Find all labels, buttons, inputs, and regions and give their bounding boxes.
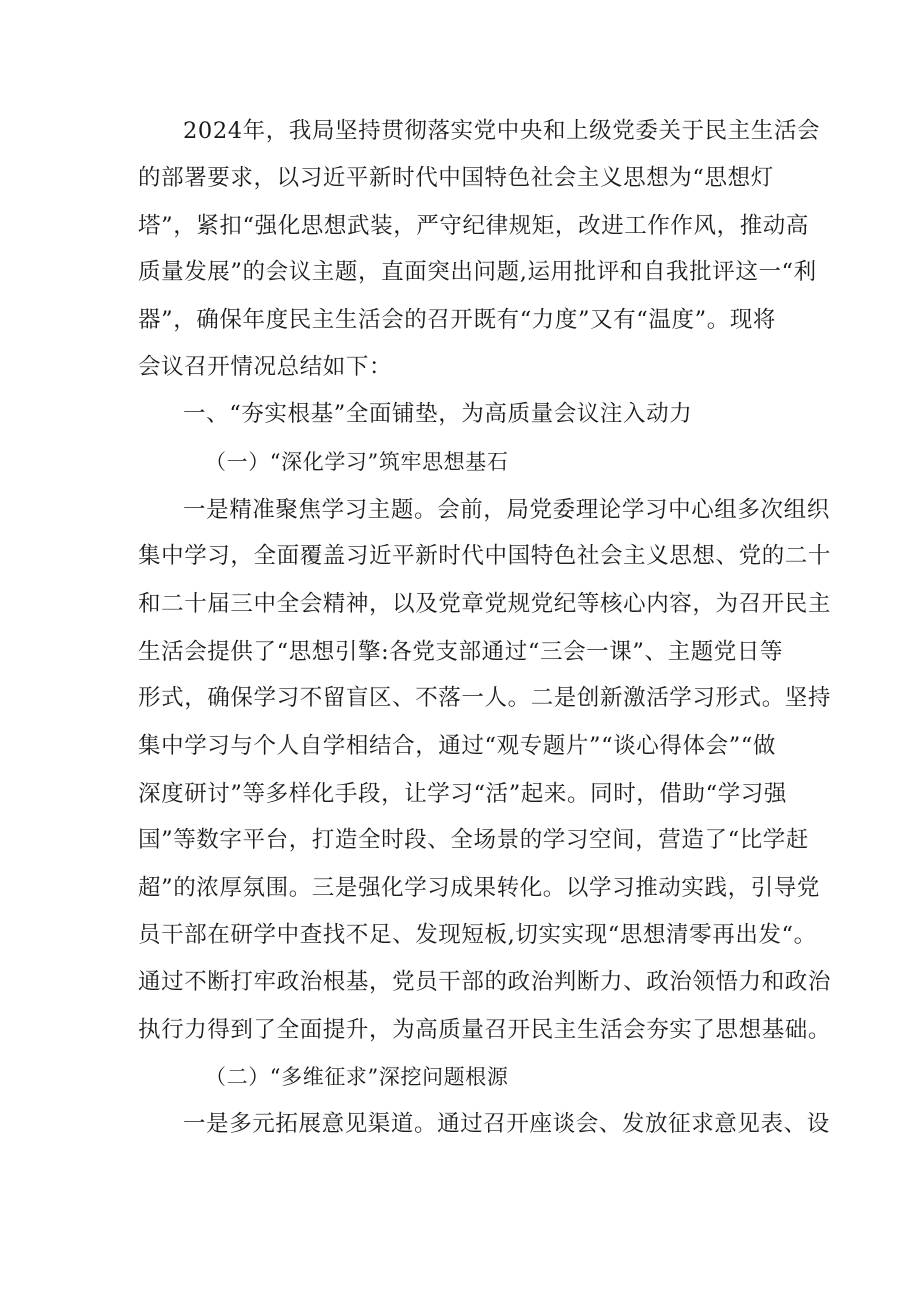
subsection-heading-2: （二）“多维征求”深挖问题根源 [205, 1065, 509, 1089]
paragraph-2-line: 生活会提供了“思想引擎:各党支部通过“三会一课”、主题党日等 [138, 639, 784, 665]
paragraph-2-line: 集中学习，全面覆盖习近平新时代中国特色社会主义思想、党的二十 [138, 543, 832, 569]
paragraph-3-line: 一是多元拓展意见渠道。通过召开座谈会、发放征求意见表、设 [183, 1111, 830, 1137]
paragraph-2-line: 通过不断打牢政治根基，党员干部的政治判断力、政治领悟力和政治 [138, 969, 832, 995]
paragraph-2-line: 一是精准聚焦学习主题。会前，局党委理论学习中心组多次组织 [183, 497, 830, 523]
paragraph-1-line: 的部署要求，以习近平新时代中国特色社会主义思想为“思想灯 [138, 165, 774, 191]
paragraph-2-line: 国”等数字平台，打造全时段、全场景的学习空间，营造了“比学赶 [138, 827, 810, 853]
paragraph-1-line: 器”，确保年度民主生活会的召开既有“力度”又有“温度”。现将 [138, 307, 777, 333]
paragraph-1-line: 塔”，紧扣“强化思想武装，严守纪律规矩，改进工作作风，推动高 [138, 213, 810, 239]
paragraph-2-line: 集中学习与个人自学相结合，通过“观专题片”“谈心得体会”“做 [138, 733, 777, 759]
paragraph-1-line: 质量发展”的会议主题，直面突出问题,运用批评和自我批评这一“利 [138, 259, 817, 285]
section-heading-1: 一、“夯实根基”全面铺垫，为高质量会议注入动力 [183, 401, 693, 427]
paragraph-2-line: 执行力得到了全面提升，为高质量召开民主生活会夯实了思想基础。 [138, 1017, 832, 1043]
paragraph-2-line: 形式，确保学习不留盲区、不落一人。二是创新激活学习形式。坚持 [138, 685, 832, 711]
paragraph-2-line: 和二十届三中全会精神，以及党章党规党纪等核心内容，为召开民主 [138, 591, 832, 617]
paragraph-2-line: 员干部在研学中查找不足、发现短板,切实实现“思想清零再出发“。 [138, 922, 817, 948]
paragraph-1-line: 2024年，我局坚持贯彻落实党中央和上级党委关于民主生活会 [183, 118, 821, 144]
paragraph-2-line: 超”的浓厚氛围。三是强化学习成果转化。以学习推动实践，引导党 [138, 875, 821, 901]
paragraph-1-line: 会议召开情况总结如下： [138, 354, 393, 380]
paragraph-2-line: 深度研讨”等多样化手段，让学习“活”起来。同时，借助“学习强 [138, 781, 788, 807]
subsection-heading-1: （一）“深化学习”筑牢思想基石 [205, 450, 509, 474]
